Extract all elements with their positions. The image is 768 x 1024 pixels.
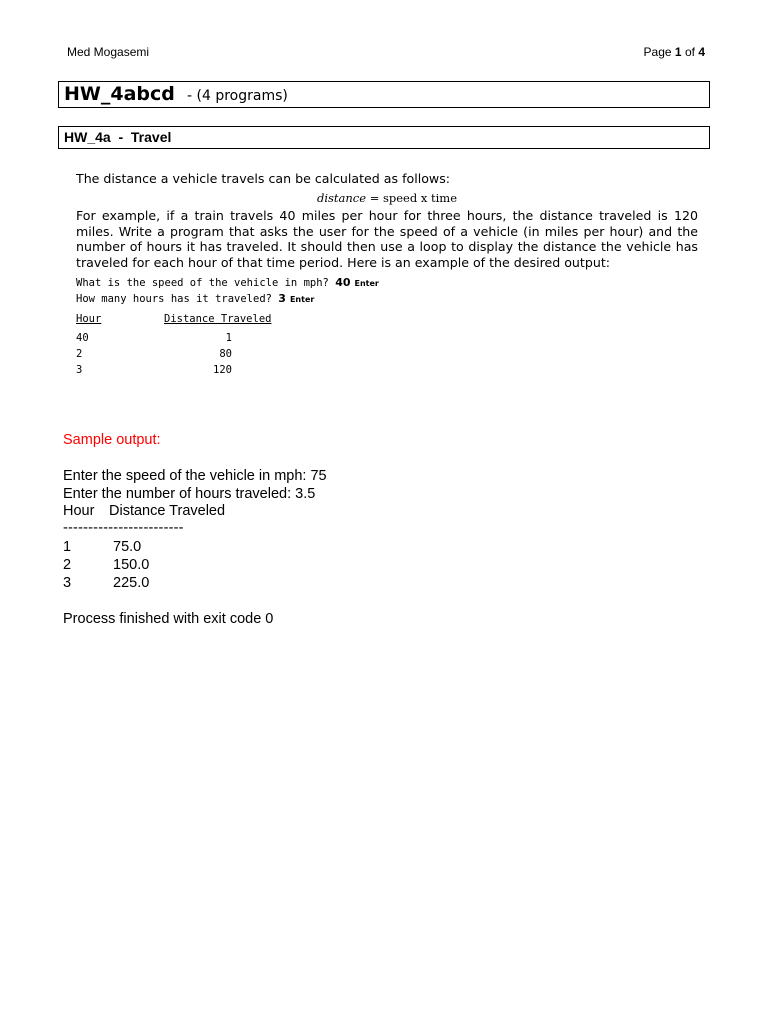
example-hours-value: 3 <box>278 292 286 305</box>
formula-variable: distance <box>316 191 367 205</box>
example-row-hour: 2 <box>76 348 83 360</box>
example-prompt-hours <box>76 292 314 305</box>
formula-expression: = speed x time <box>369 191 458 205</box>
page-total: 4 <box>698 45 705 59</box>
sample-row-hour: 1 <box>63 539 72 555</box>
sample-separator: ------------------------ <box>63 520 184 536</box>
example-row-distance: 120 <box>213 364 232 376</box>
example-row-hour: 40 <box>76 332 89 344</box>
description-paragraph: For example, if a train travels 40 miles per hour for three hours, the distance traveled is 120 miles. Write a program that asks the user for the speed of a vehicle (in miles per hour) and the number of hours it has traveled. It should then use a loop to display the distance the vehicle has traveled for each hour of that time period. Here is an example of the desired output: <box>76 208 698 270</box>
sample-header-hour: Hour <box>63 503 95 519</box>
sample-row-distance: 150.0 <box>113 557 150 573</box>
enter-key-label: Enter <box>289 295 315 304</box>
sample-row-hour: 3 <box>63 575 72 591</box>
sample-line-speed: Enter the speed of the vehicle in mph: 75 <box>63 468 327 484</box>
page-current: 1 <box>674 45 682 59</box>
page-indicator <box>644 45 705 59</box>
document-title: HW_4abcd <box>64 83 175 105</box>
sample-exit-message: Process finished with exit code 0 <box>63 611 274 627</box>
sample-row-hour: 2 <box>63 557 72 573</box>
document-author: Med Mogasemi <box>67 45 150 59</box>
sample-line-hours: Enter the number of hours traveled: 3.5 <box>63 486 316 502</box>
sample-row-distance: 75.0 <box>113 539 142 555</box>
example-col-distance: Distance Traveled <box>164 313 272 325</box>
sample-row-distance: 225.0 <box>113 575 150 591</box>
example-prompt-speed-text: What is the speed of the vehicle in mph? <box>76 277 329 289</box>
title-box <box>58 81 710 108</box>
example-row-distance: 1 <box>225 332 232 344</box>
page-prefix: Page <box>643 45 672 59</box>
example-prompt-speed <box>76 276 379 289</box>
section-title: HW_4a - Travel <box>64 129 172 145</box>
example-speed-value: 40 <box>335 276 351 289</box>
example-row-distance: 80 <box>219 348 232 360</box>
sample-header-distance: Distance Traveled <box>109 503 226 519</box>
example-prompt-hours-text: How many hours has it traveled? <box>76 293 272 305</box>
sample-output-label: Sample output: <box>63 432 161 448</box>
enter-key-label: Enter <box>354 279 379 288</box>
example-col-hour: Hour <box>76 313 102 325</box>
description-intro: The distance a vehicle travels can be calculated as follows: <box>76 171 451 186</box>
document-subtitle: - (4 programs) <box>187 88 288 104</box>
example-row-hour: 3 <box>76 364 83 376</box>
formula <box>0 191 768 205</box>
section-box <box>58 126 710 149</box>
page-of: of <box>684 45 695 59</box>
